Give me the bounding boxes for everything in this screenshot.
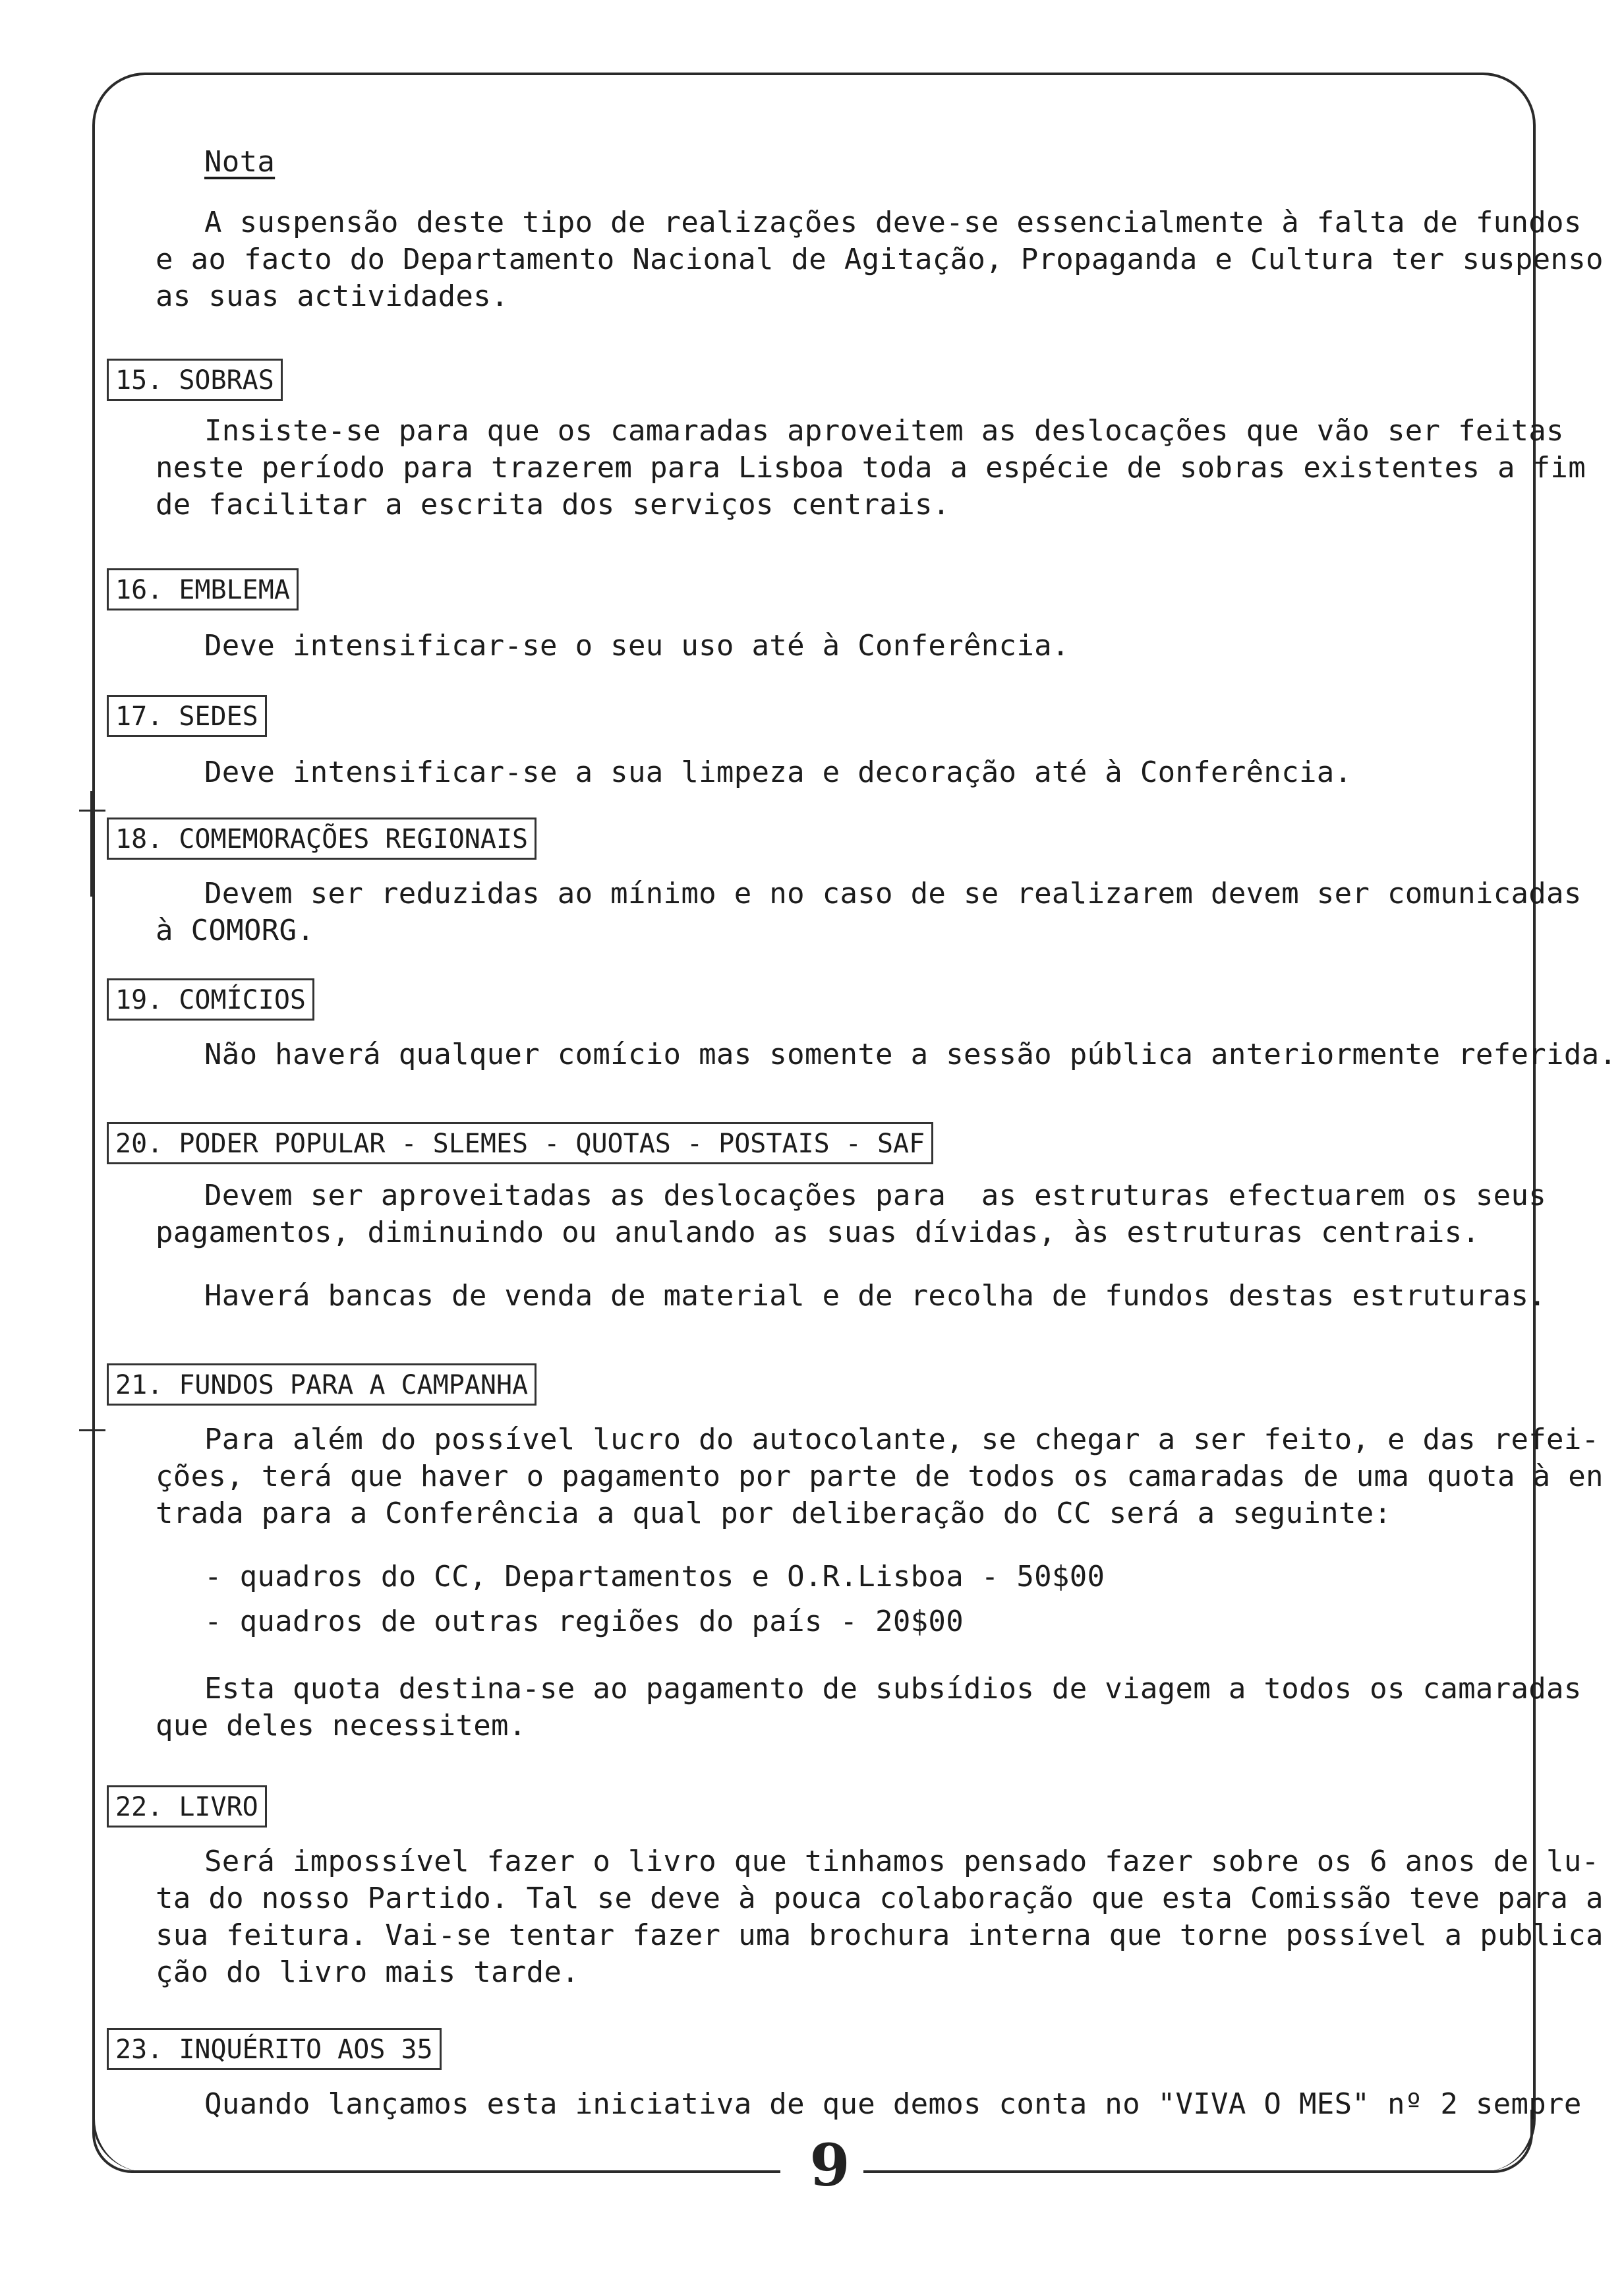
paragraph-line: Devem ser reduzidas ao mínimo e no caso de se realizarem devem ser comunicadas: [204, 877, 1582, 910]
paragraph-line: de facilitar a escrita dos serviços centrais.: [156, 488, 950, 521]
paragraph-line: Deve intensificar-se o seu uso até à Conferência.: [204, 629, 1070, 663]
section-heading-15: 15. SOBRAS: [107, 359, 283, 401]
paragraph-line: Esta quota destina-se ao pagamento de subsídios de viagem a todos os camaradas: [204, 1672, 1582, 1706]
nota-title: Nota: [204, 145, 276, 179]
section-heading-18: 18. COMEMORAÇÕES REGIONAIS: [107, 818, 536, 860]
section-heading-21: 21. FUNDOS PARA A CAMPANHA: [107, 1363, 536, 1406]
section-heading-17: 17. SEDES: [107, 695, 267, 737]
paragraph-line: à COMORG.: [156, 914, 315, 947]
paragraph-line: Para além do possível lucro do autocolante, se chegar a ser feito, e das refei-: [204, 1423, 1600, 1456]
page-number: 9: [809, 2131, 845, 2199]
paragraph-line: Insiste-se para que os camaradas aproveitem as deslocações que vão ser feitas: [204, 414, 1564, 448]
paragraph-line: Será impossível fazer o livro que tinhamos pensado fazer sobre os 6 anos de lu-: [204, 1845, 1600, 1878]
paragraph-line: Devem ser aproveitadas as deslocações para as estruturas efectuarem os seus: [204, 1179, 1547, 1212]
paragraph-line: que deles necessitem.: [156, 1709, 527, 1742]
section-heading-20: 20. PODER POPULAR - SLEMES - QUOTAS - POSTAIS - SAF: [107, 1122, 933, 1164]
nota-line: A suspensão deste tipo de realizações deve-se essencialmente à falta de fundos: [204, 206, 1582, 239]
list-item: - quadros do CC, Departamentos e O.R.Lisboa - 50$00: [204, 1560, 1105, 1593]
nota-line: e ao facto do Departamento Nacional de Agitação, Propaganda e Cultura ter suspenso: [156, 243, 1604, 276]
paragraph-line: Quando lançamos esta iniciativa de que demos conta no "VIVA O MES" nº 2 sempre: [204, 2087, 1582, 2121]
paragraph-line: ta do nosso Partido. Tal se deve à pouca colaboração que esta Comissão teve para a: [156, 1882, 1604, 1915]
paragraph-line: neste período para trazerem para Lisboa toda a espécie de sobras existentes a fim: [156, 451, 1586, 485]
paragraph-line: Não haverá qualquer comício mas somente a sessão pública anteriormente referida.: [204, 1038, 1617, 1071]
paragraph-line: Deve intensificar-se a sua limpeza e decoração até à Conferência.: [204, 756, 1352, 789]
paragraph-line: ções, terá que haver o pagamento por parte de todos os camaradas de uma quota à en: [156, 1460, 1604, 1493]
section-heading-23: 23. INQUÉRITO AOS 35: [107, 2028, 442, 2070]
paragraph-line: trada para a Conferência a qual por deliberação do CC será a seguinte:: [156, 1497, 1392, 1530]
paragraph-line: pagamentos, diminuindo ou anulando as suas dívidas, às estruturas centrais.: [156, 1216, 1480, 1249]
paragraph-line: Haverá bancas de venda de material e de recolha de fundos destas estruturas.: [204, 1279, 1547, 1313]
section-heading-19: 19. COMÍCIOS: [107, 978, 314, 1021]
section-heading-16: 16. EMBLEMA: [107, 568, 299, 610]
nota-line: as suas actividades.: [156, 280, 509, 313]
paragraph-line: ção do livro mais tarde.: [156, 1955, 579, 1989]
list-item: - quadros de outras regiões do país - 20$00: [204, 1605, 964, 1638]
paragraph-line: sua feitura. Vai-se tentar fazer uma brochura interna que torne possível a publica: [156, 1918, 1604, 1952]
section-heading-22: 22. LIVRO: [107, 1785, 267, 1828]
